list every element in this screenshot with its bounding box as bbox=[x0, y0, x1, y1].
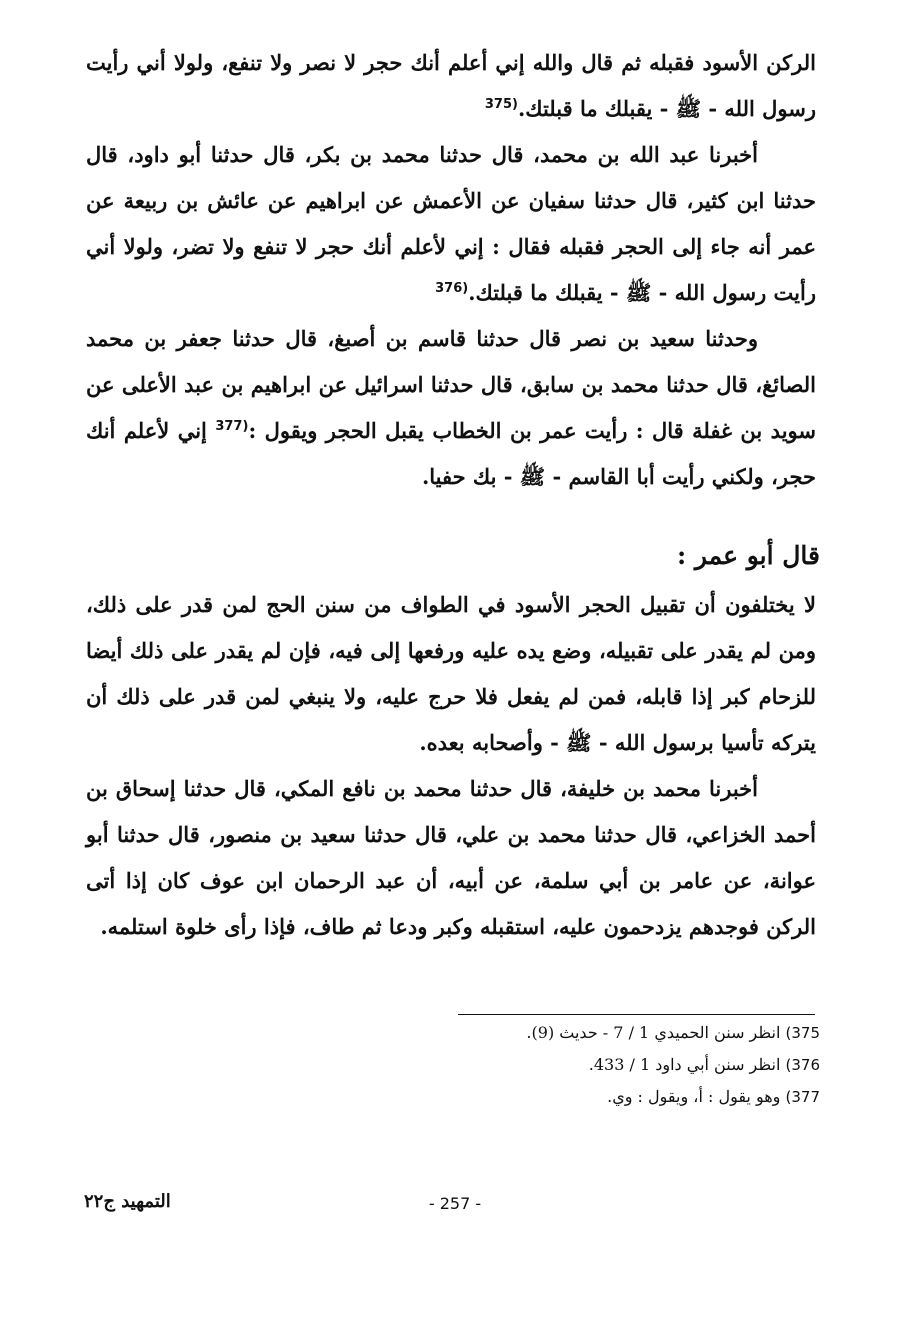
page-number: - 257 - bbox=[428, 1194, 482, 1213]
footnote-text: انظر سنن الحميدي 1 / 7 - حديث (9). bbox=[526, 1023, 781, 1042]
paragraph-text: إني لأعلم أنك حجر، ولكني رأيت أبا القاسم - ﷺ - بك حفيا. bbox=[86, 418, 816, 489]
main-text-top bbox=[86, 40, 816, 500]
footnote-text: انظر سنن أبي داود 1 / 433. bbox=[588, 1055, 781, 1074]
footnote-number: 377) bbox=[785, 1088, 820, 1106]
paragraph-hadith-377 bbox=[86, 316, 816, 500]
main-text-bottom bbox=[86, 582, 816, 950]
paragraph-hadith-ibn-awf: أخبرنا محمد بن خليفة، قال حدثنا محمد بن نافع المكي، قال حدثنا إسحاق بن أحمد الخزاعي، قال حدثنا محمد بن علي، قال حدثنا سعيد بن منصور، قال حدثنا أبو عوانة، عن عامر بن أبي سلمة، عن أبيه، أن عبد الرحمان ابن عوف كان إذا أتى الركن فوجدهم يزدحمون عليه، استقبله وكبر ودعا ثم طاف، فإذا رأى خلوة استلمه. bbox=[86, 776, 816, 939]
footnote-text: وهو يقول : أ، ويقول : وي. bbox=[607, 1087, 781, 1106]
section-heading: قال أبو عمر : bbox=[676, 541, 820, 570]
paragraph-text: الركن الأسود فقبله ثم قال والله إني أعلم أنك حجر لا نصر ولا تنفع، ولولا أني رأيت رسول الله - ﷺ - يقبلك ما قبلتك. bbox=[86, 50, 816, 121]
footnote-377 bbox=[400, 1081, 820, 1113]
footnote-divider bbox=[458, 1014, 815, 1015]
paragraph-text: أخبرنا عبد الله بن محمد، قال حدثنا محمد بن بكر، قال حدثنا أبو داود، قال حدثنا ابن كثير، قال حدثنا سفيان عن الأعمش عن ابراهيم عن عائش بن ربيعة عن عمر أنه جاء إلى الحجر فقبله فقال : إني لأعلم أنك حجر لا تنفع ولا تضر، ولولا أني رأيت رسول الله - ﷺ - يقبلك ما قبلتك. bbox=[86, 142, 816, 305]
footnote-number: 375) bbox=[785, 1024, 820, 1042]
paragraph-text: وحدثنا سعيد بن نصر قال حدثنا قاسم بن أصبغ، قال حدثنا جعفر بن محمد الصائغ، قال حدثنا محمد بن سابق، قال حدثنا اسرائيل عن ابراهيم بن عبد الأعلى عن سويد بن غفلة قال : رأيت عمر بن الخطاب يقبل الحجر ويقول : bbox=[86, 326, 816, 443]
paragraph-continued bbox=[86, 40, 816, 132]
footnote-376 bbox=[400, 1049, 820, 1081]
paragraph-hadith-376 bbox=[86, 132, 816, 316]
footnotes bbox=[400, 1017, 820, 1113]
footnote-ref-377: (377 bbox=[215, 419, 249, 434]
footnote-number: 376) bbox=[785, 1056, 820, 1074]
footnote-ref-375: (375 bbox=[484, 97, 518, 112]
paragraph-ruling: لا يختلفون أن تقبيل الحجر الأسود في الطواف من سنن الحج لمن قدر على ذلك، ومن لم يقدر على تقبيله، وضع يده عليه ورفعها إلى فيه، فإن لم يقدر على ذلك أيضا للزحام كبر إذا قابله، فمن لم يفعل فلا حرج عليه، ولا ينبغي لمن قدر على ذلك أن يتركه تأسيا برسول الله - ﷺ - وأصحابه بعده. bbox=[86, 592, 816, 755]
footnote-375 bbox=[400, 1017, 820, 1049]
volume-label: التمهيد ج٢٢ bbox=[84, 1191, 171, 1212]
footnote-ref-376: (376 bbox=[435, 281, 469, 296]
